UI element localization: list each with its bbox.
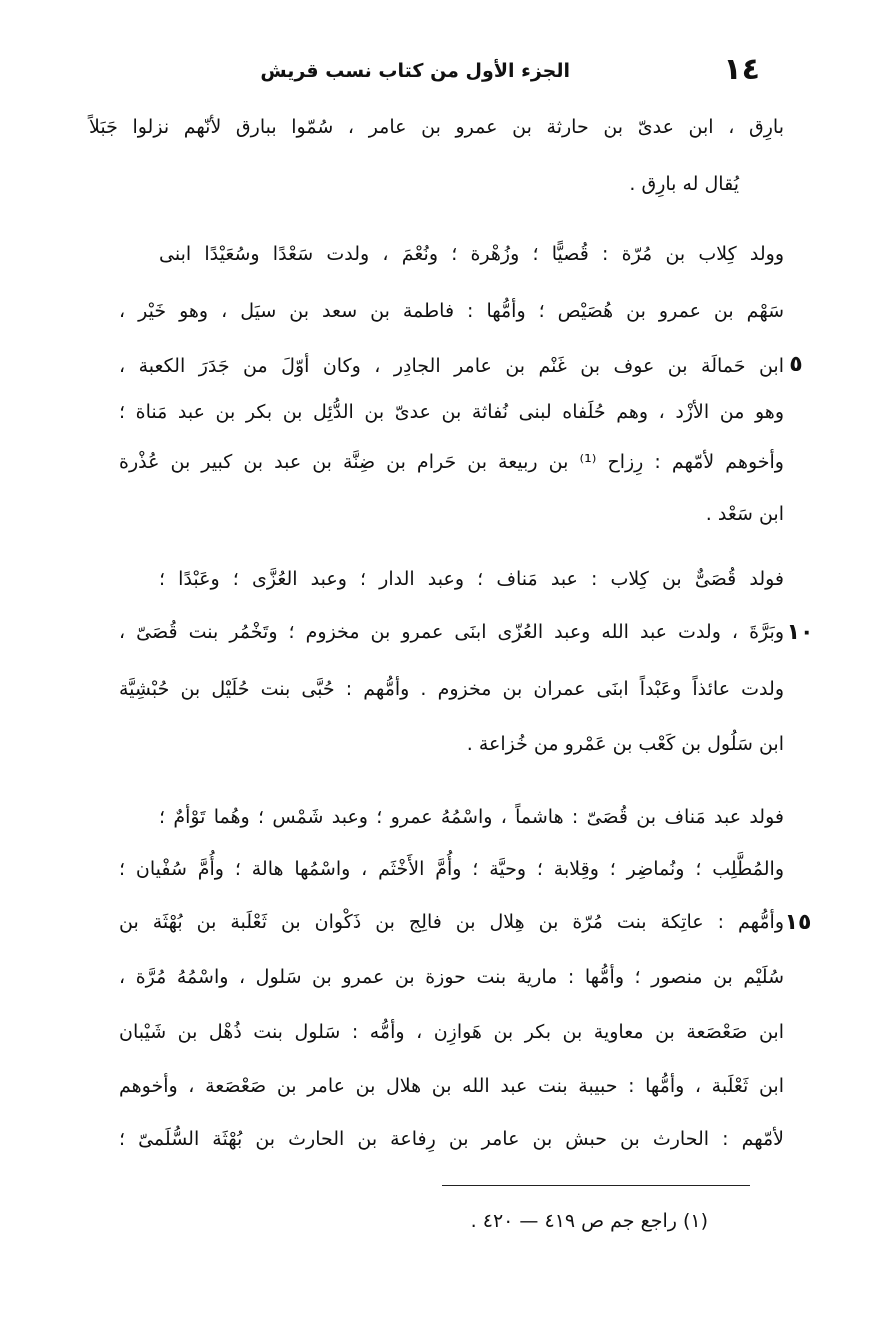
text-line: سَهْم بن عمرو بن هُصَيْص ؛ وأمُّها : فاطمة بن سعد بن سيَل ، وهو خَيْر ،: [119, 300, 784, 322]
page-header: [60, 52, 760, 92]
line-number: ٥: [789, 352, 803, 377]
page-number: ١٤: [723, 52, 760, 87]
text-line: ابن حَمالَة بن عوف بن غَنْم بن عامر الجادِر ، وكان أوّلَ من جَدَرَ الكعبة ،: [119, 355, 784, 377]
text-line: يُقال له بارِق .: [629, 173, 739, 195]
footnote: (١) راجع جم ص ٤١٩ — ٤٢٠ .: [470, 1210, 708, 1232]
line-number: ١٥: [784, 910, 812, 935]
text-line: فولد عبد مَناف بن قُصَىّ : هاشماً ، واسْمُهُ عمرو ؛ وعبد شَمْس ؛ وهُما تَوْأمٌ ؛: [159, 806, 784, 828]
text-line: والمُطَّلِب ؛ ونُماضِر ؛ وقِلابة ؛ وحيَّة ؛ وأُمَّ الأَخْثَم ، واسْمُها هالة ؛ وأُمَّ سُفْيان ؛: [119, 858, 784, 880]
text-line: لأمّهم : الحارث بن حبش بن عامر بن رِفاعة بن الحارث بن بُهْثَة السُّلَمىّ ؛: [119, 1128, 784, 1150]
text-line: ابن ثَعْلَبة ، وأمُّها : حبيبة بنت عبد الله بن هلال بن عامر بن صَعْصَعة ، وأخوهم: [119, 1075, 784, 1097]
text-line: وبَرَّةَ ، ولدت عبد الله وعبد العُزّى ابنَى عمرو بن مخزوم ؛ وتَخْمُر بنت قُصَىّ ،: [119, 621, 784, 643]
footnote-separator: [442, 1185, 750, 1186]
text-line: وهو من الأزْد ، وهم حُلَفاه لبنى نُفاثة بن عدىّ بن الدُّئِل بن بكر بن عبد مَناة ؛: [119, 401, 784, 423]
text-line: وولد كِلاب بن مُرّة : قُصيًّا ؛ وزُهْرة ؛ ونُعْمَ ، ولدت سَعْدًا وسُعَيْدًا ابنى: [159, 243, 784, 265]
text-line: وأمُّهم : عاتِكة بنت مُرّة بن هِلال بن فالِج بن ذَكْوان بن ثَعْلَبة بن بُهْثَة بن: [119, 911, 784, 933]
running-title: الجزء الأول من كتاب نسب قريش: [260, 60, 570, 82]
text-line: فولد قُصَىٌّ بن كِلاب : عبد مَناف ؛ وعبد الدار ؛ وعبد العُزَّى ؛ وعَبْدًا ؛: [159, 568, 784, 590]
text-line: وأخوهم لأمّهم : رِزاح ⁽¹⁾ بن ربيعة بن حَرام بن ضِنَّة بن عبد بن كبير بن عُذْرة: [119, 451, 784, 473]
text-line: سُلَيْم بن منصور ؛ وأمُّها : مارية بنت حوزة بن عمرو بن سَلول ، واسْمُهُ مُرَّة ،: [119, 966, 784, 988]
text-line: بارِق ، ابن عدىّ بن حارثة بن عمرو بن عامر ، سُمّوا ببارق لأنّهم نزلوا جَبَلاً: [89, 116, 784, 138]
text-line: ولدت عائذاً وعَبْداً ابنَى عمران بن مخزوم . وأمُّهم : حُبَّى بنت حُلَيْل بن حُبْشِيَّة: [119, 678, 784, 700]
text-line: ابن سَعْد .: [705, 503, 784, 525]
text-line: ابن صَعْصَعة بن معاوية بن بكر بن هَوازِن ، وأمُّه : سَلول بنت ذُهْل بن شَيْبان: [119, 1021, 784, 1043]
text-line: ابن سَلُول بن كَعْب بن عَمْرو من خُزاعة .: [466, 733, 784, 755]
line-number: ١٠: [786, 620, 814, 645]
